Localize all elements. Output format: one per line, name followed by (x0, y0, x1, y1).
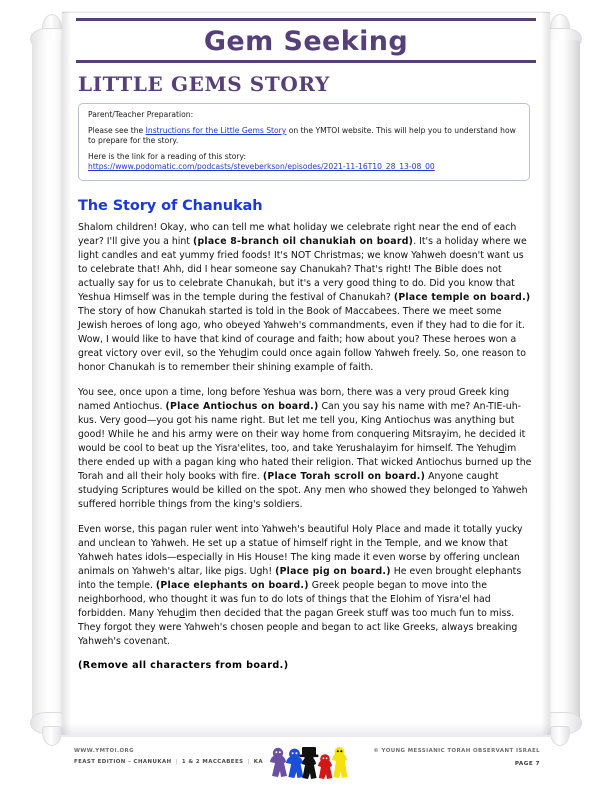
five-children-logo-icon (266, 746, 352, 786)
p1-seg2: . It's a holiday where we light candles and eat yummy fried foods! It's NOT Christmas; we know Yahweh doesn't want us to celebrate that! Ahh, did I hear someone say Chanukah? That's right! The Bible does not actually say for us to celebrate Chanukah, but it's a very good thing to do. Did you know that Yeshua Himself was in the temple during the festival of Chanukah? (78, 235, 527, 303)
prep-reading-link-block (88, 152, 520, 173)
footer-page-number: PAGE 7 (514, 761, 540, 767)
paper-shadow-right (541, 12, 550, 735)
footer-left-block (74, 748, 263, 765)
p1-seg4: im could once again follow Yahweh freely. So, one reason to honor Chanukah is to remember their shining example of faith. (78, 347, 526, 373)
page-footer (62, 748, 550, 788)
scroll-knob-bottom-left (42, 726, 62, 746)
paper-shadow-left (62, 12, 71, 735)
p3-seg2: He even brought elephants into the temple. (78, 566, 522, 592)
footer-code: KA (253, 759, 263, 765)
footer-separator-2: | (247, 759, 250, 765)
p2-stage-direction-1: (Place Antiochus on board.) (165, 400, 319, 412)
p2-seg2: Can you say his name with me? An-TIE-uh-kus. Very good—you got his name right. But let me tell you, King Antiochus was anything but good! While he and his army were on their way home from conquering Mitsrayim, he decided it would be cool to beat up the Yisra'elites, too, and take Yerushalayim for himself. The Yehu (78, 400, 526, 454)
story-paragraph-3 (78, 523, 534, 649)
p1-stage-direction-1: (place 8-branch oil chanukiah on board) (192, 235, 414, 247)
p1-seg3: The story of how Chanukah started is told in the Book of Maccabees. There we meet some Jewish heroes of long ago, who obeyed Yahweh's commandments, even if they had to die for it. Wow, I would like to have that kind of courage and faith; how about you? These heroes won a great victory over evil, so the Yehu (78, 305, 525, 359)
p1-stage-direction-2: (Place temple on board.) (393, 291, 531, 303)
scroll-knob-bottom-right (550, 726, 570, 746)
page-title: Gem Seeking (76, 18, 536, 63)
p3-stage-direction-1: (Place pig on board.) (275, 566, 391, 578)
footer-metadata (74, 759, 263, 765)
p3-seg4: im then decided that the pagan Greek stuff was too much fun to miss. They forgot they were Yahweh's chosen people and began to act like Greeks, always breaking Yahweh's covenant. (78, 608, 518, 648)
p3-stage-direction-2: (Place elephants on board.) (155, 580, 309, 592)
prep-link-intro: Here is the link for a reading of this story: (88, 151, 247, 161)
footer-separator-1: | (175, 759, 178, 765)
prep-label: Parent/Teacher Preparation: (88, 110, 194, 120)
prep-text-before: Please see the (88, 125, 146, 135)
paper-bottom-fade (62, 723, 550, 737)
p3-seg3: Greek people began to move into the neighborhood, who thought it was fun to do lots of things that the Elohim of Yisra'el had forbidden. Many Yehu (78, 580, 491, 620)
story-paragraph-1 (78, 221, 534, 375)
prep-instructions (88, 126, 520, 147)
p2-seg4: Anyone caught studying Scriptures would be killed on the spot. Any men who showed they belonged to Yahweh suffered horrible things from the king's soldiers. (78, 470, 528, 510)
document-content (76, 18, 536, 671)
footer-edition: FEAST EDITION – CHANUKAH (74, 759, 172, 765)
parent-teacher-preparation-box (78, 103, 530, 180)
instructions-link[interactable]: Instructions for the Little Gems Story (145, 125, 287, 135)
p1-seg1: Shalom children! Okay, who can tell me what holiday we celebrate right near the end of each year? I'll give you a hint (78, 221, 517, 247)
story-audio-url[interactable]: https://www.podomatic.com/podcasts/steveberkson/episodes/2021-11-16T10_28_13-08_00 (88, 162, 435, 172)
footer-reference: 1 & 2 MACCABEES (181, 759, 244, 765)
closing-stage-direction: (Remove all characters from board.) (78, 660, 289, 672)
p2-seg3: im there ended up with a pagan king who hated their religion. That wicked Antiochus burned up the Torah and all their holy books with fire. (78, 442, 532, 482)
footer-right-block (373, 748, 540, 767)
story-paragraph-2 (78, 386, 534, 512)
p2-underline-1: d (498, 442, 505, 454)
section-heading: LITTLE GEMS STORY (78, 72, 330, 97)
p2-seg1: You see, once upon a time, long before Yeshua was born, there was a very proud Greek king named Antiochus. (78, 386, 510, 412)
p3-underline-1: d (179, 608, 186, 620)
footer-copyright: © YOUNG MESSIANIC TORAH OBSERVANT ISRAEL (373, 748, 540, 754)
p1-underline-1: d (240, 347, 247, 359)
footer-website: WWW.YMTOI.ORG (74, 748, 135, 754)
p2-stage-direction-2: (Place Torah scroll on board.) (262, 470, 426, 482)
prep-text-after: on the YMTOI website. This will help you to understand how to prepare for the story. (88, 125, 516, 146)
story-title: The Story of Chanukah (78, 197, 263, 214)
p3-seg1: Even worse, this pagan ruler went into Yahweh's beautiful Holy Place and made it totally yucky and unclean to Yahweh. He set up a statue of himself right in the Temple, and we know that Yahweh hates idols—especially in His House! The king made it even worse by offering unclean animals on Yahweh's altar, like pigs. Ugh! (78, 524, 523, 578)
